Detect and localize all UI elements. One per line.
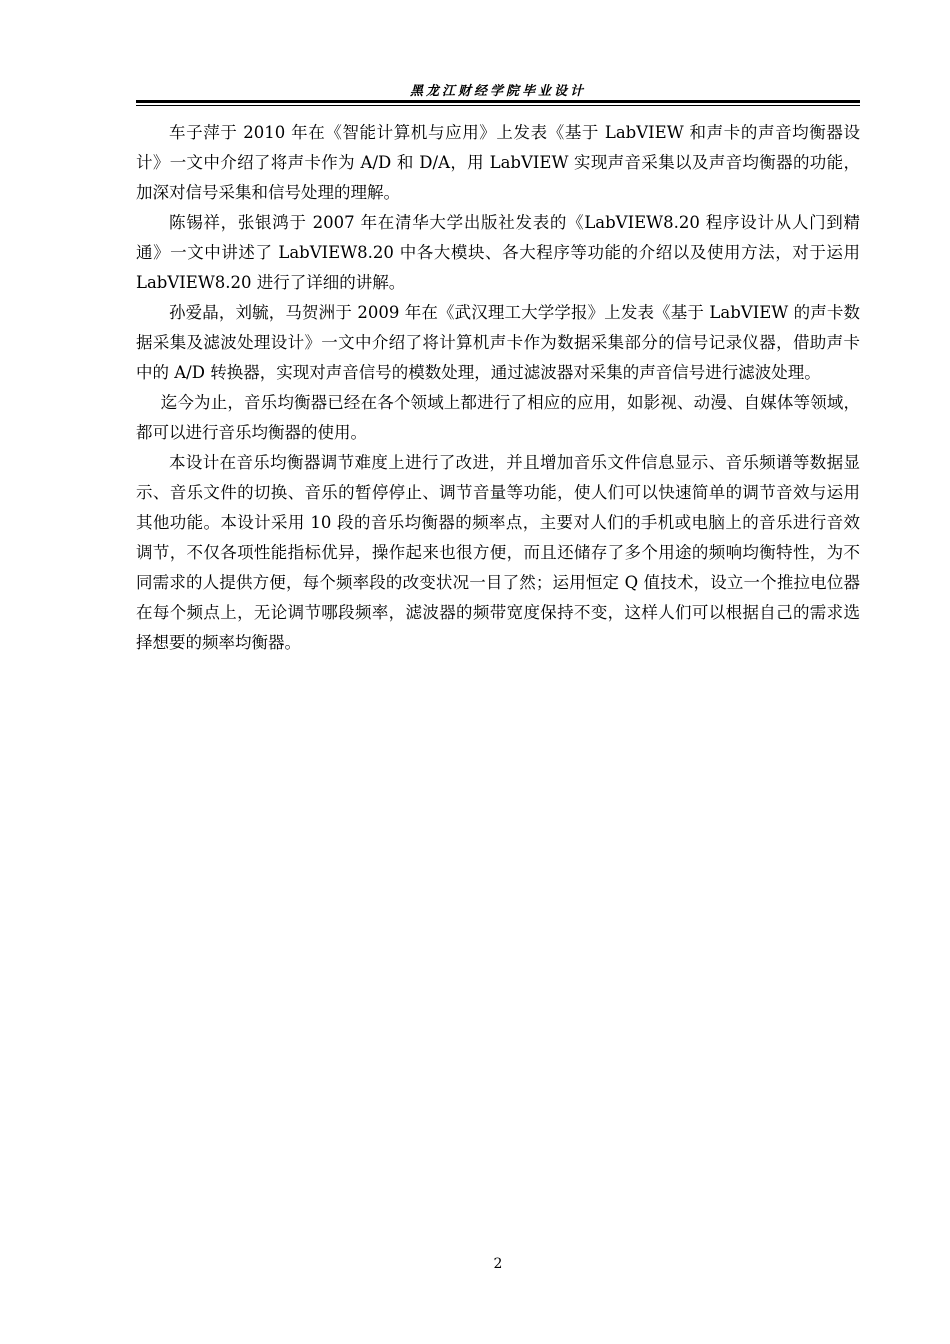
paragraph-4: 迄今为止，音乐均衡器已经在各个领域上都进行了相应的应用，如影视、动漫、自媒体等领域，都可以进行音乐均衡器的使用。 (136, 393, 860, 442)
body-text (136, 118, 860, 658)
paragraph-2: 陈锡祥，张银鸿于 2007 年在清华大学出版社发表的《LabVIEW8.20 程序设计从人门到精通》一文中讲述了 LabVIEW8.20 中各大模块、各大程序等功能的介绍以及使用方法，对于运用 LabVIEW8.20 进行了详细的讲解。 (136, 213, 860, 292)
paragraph-1: 车子萍于 2010 年在《智能计算机与应用》上发表《基于 LabVIEW 和声卡的声音均衡器设计》一文中介绍了将声卡作为 A/D 和 D/A，用 LabVIEW 实现声音采集以及声音均衡器的功能，加深对信号采集和信号处理的理解。 (136, 123, 860, 202)
header-rule-thick (136, 100, 860, 103)
header-rule-thin (136, 105, 860, 106)
page-number: 2 (493, 1256, 503, 1272)
page-header-title: 黑龙江财经学院毕业设计 (409, 84, 586, 99)
paragraph-3: 孙爱晶，刘毓，马贺洲于 2009 年在《武汉理工大学学报》上发表《基于 LabVIEW 的声卡数据采集及滤波处理设计》一文中介绍了将计算机声卡作为数据采集部分的信号记录仪器，借助声卡中的 A/D 转换器，实现对声音信号的模数处理，通过滤波器对采集的声音信号进行滤波处理。 (136, 303, 860, 382)
paragraph-5: 本设计在音乐均衡器调节难度上进行了改进，并且增加音乐文件信息显示、音乐频谱等数据显示、音乐文件的切换、音乐的暂停停止、调节音量等功能，使人们可以快速简单的调节音效与运用其他功能。本设计采用 10 段的音乐均衡器的频率点，主要对人们的手机或电脑上的音乐进行音效调节，不仅各项性能指标优异，操作起来也很方便，而且还储存了多个用途的频响均衡特性，为不同需求的人提供方便，每个频率段的改变状况一目了然；运用恒定 Q 值技术，设立一个推拉电位器在每个频点上，无论调节哪段频率，滤波器的频带宽度保持不变，这样人们可以根据自己的需求选择想要的频率均衡器。 (136, 453, 860, 652)
